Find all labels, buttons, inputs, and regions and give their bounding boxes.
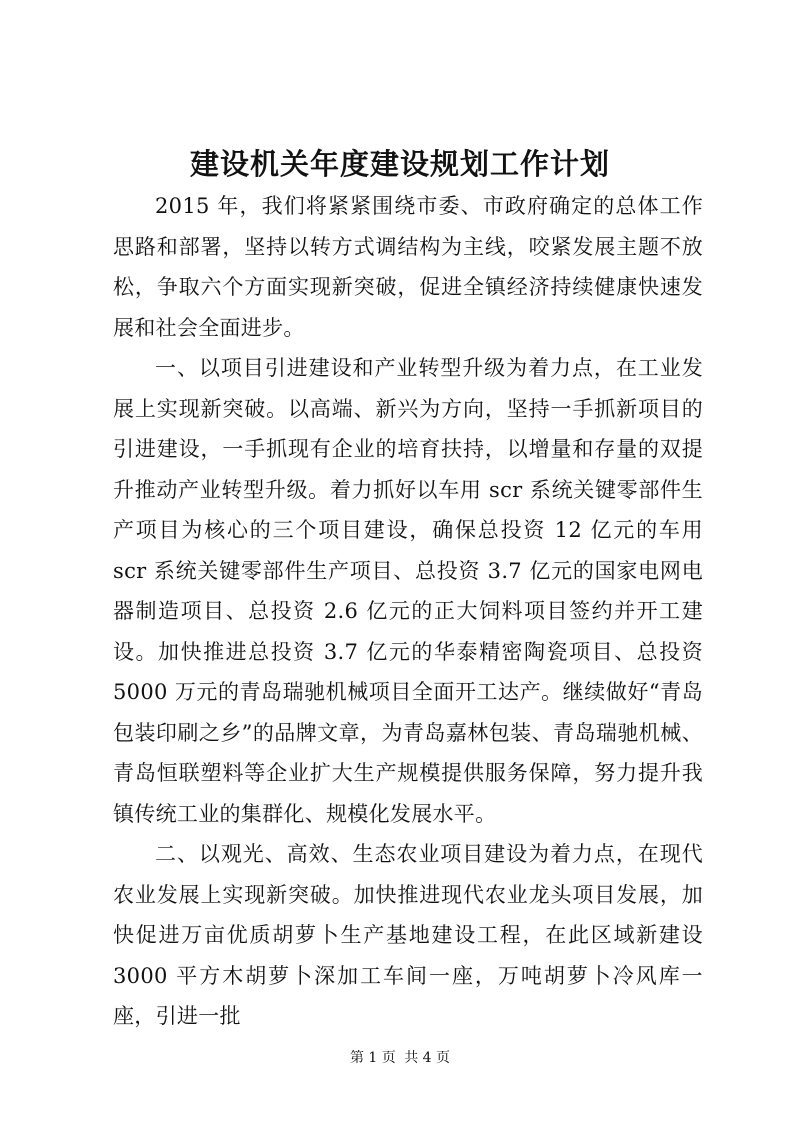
document-title: 建设机关年度建设规划工作计划 [189,147,610,181]
page-total: 共 4 页 [404,1050,451,1066]
document-body [113,186,703,1037]
paragraph-section-two: 二、以观光、高效、生态农业项目建设为着力点，在现代农业发展上实现新突破。加快推进现代农业龙头项目发展，加快促进万亩优质胡萝卜生产基地建设工程，在此区域新建设 3000 平方木胡萝卜深加工车间一座，万吨胡萝卜冷风库一座，引进一批 [113,842,703,1028]
page-footer [0,1048,800,1068]
paragraph-section-one: 一、以项目引进建设和产业转型升级为着力点，在工业发展上实现新突破。以高端、新兴为方向，坚持一手抓新项目的引进建设，一手抓现有企业的培育扶持，以增量和存量的双提升推动产业转型升级。着力抓好以车用 scr 系统关键零部件生产项目为核心的三个项目建设，确保总投资 12 亿元的车用 scr 系统关键零部件生产项目、总投资 3.7 亿元的国家电网电器制造项目、总投资 2.6 亿元的正大饲料项目签约并开工建设。加快推进总投资 3.7 亿元的华泰精密陶瓷项目、总投资 5000 万元的青岛瑞驰机械项目全面开工达产。继续做好“青岛包装印刷之乡”的品牌文章，为青岛嘉林包装、青岛瑞驰机械、青岛恒联塑料等企业扩大生产规模提供服务保障，努力提升我镇传统工业的集群化、规模化发展水平。 [113,356,703,826]
paragraph-intro: 2015 年，我们将紧紧围绕市委、市政府确定的总体工作思路和部署，坚持以转方式调结构为主线，咬紧发展主题不放松，争取六个方面实现新突破，促进全镇经济持续健康快速发展和社会全面进步。 [113,194,703,340]
page-number: 第 1 页 [349,1050,396,1066]
